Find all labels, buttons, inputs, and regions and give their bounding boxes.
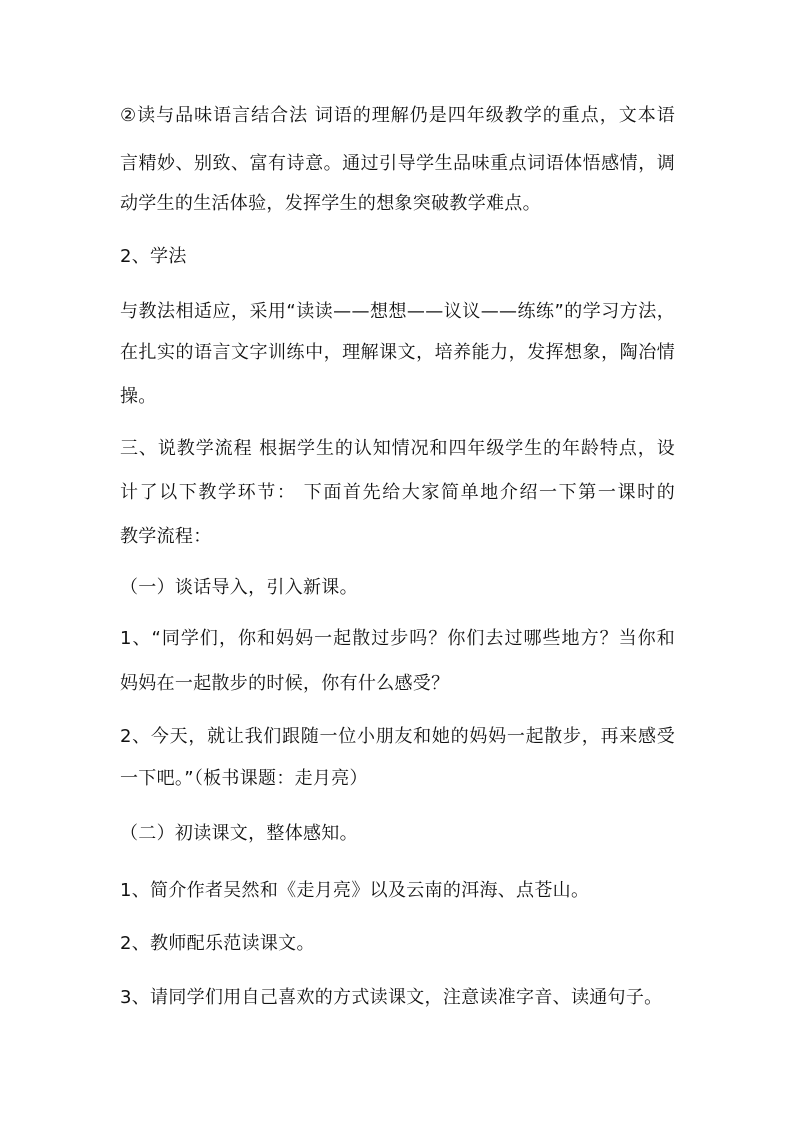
paragraph-method-line-2: 言精妙、别致、富有诗意。通过引导学生品味重点词语体悟感情，调 [120,153,675,174]
section-heading-2: （二）初读课文，整体感知。 [120,823,358,844]
paragraph-method-line-1: ②读与品味语言结合法 词语的理解仍是四年级教学的重点，文本语 [120,105,675,126]
item-5-line: 3、请同学们用自己喜欢的方式读课文，注意读准字音、读通句子。 [120,987,663,1008]
paragraph-study-line-1: 与教法相适应，采用“读读——想想——议议——练练”的学习方法， [120,301,675,322]
heading-study-method: 2、学法 [120,246,187,267]
item-1-line-1: 1、“同学们，你和妈妈一起散过步吗？你们去过哪些地方？当你和 [120,628,675,649]
item-4-line: 2、教师配乐范读课文。 [120,933,315,954]
paragraph-study-line-3: 操。 [120,386,157,407]
paragraph-process-line-3: 教学流程： [120,526,212,547]
paragraph-process-line-2: 计了以下教学环节： 下面首先给大家简单地介绍一下第一课时的 [120,482,675,503]
item-1-line-2: 妈妈在一起散步的时候，你有什么感受？ [120,673,450,694]
item-2-line-1: 2、今天，就让我们跟随一位小朋友和她的妈妈一起散步，再来感受 [120,726,675,747]
paragraph-study-line-2: 在扎实的语言文字训练中，理解课文，培养能力，发挥想象，陶冶情 [120,342,675,363]
section-heading-1: （一）谈话导入，引入新课。 [120,577,358,598]
paragraph-method-line-3: 动学生的生活体验，发挥学生的想象突破教学难点。 [120,193,541,214]
paragraph-process-line-1: 三、说教学流程 根据学生的认知情况和四年级学生的年龄特点，设 [120,438,675,459]
item-3-line: 1、简介作者吴然和《走月亮》以及云南的洱海、点苍山。 [120,880,590,901]
item-2-line-2: 一下吧。”（板书课题：走月亮） [120,768,368,789]
